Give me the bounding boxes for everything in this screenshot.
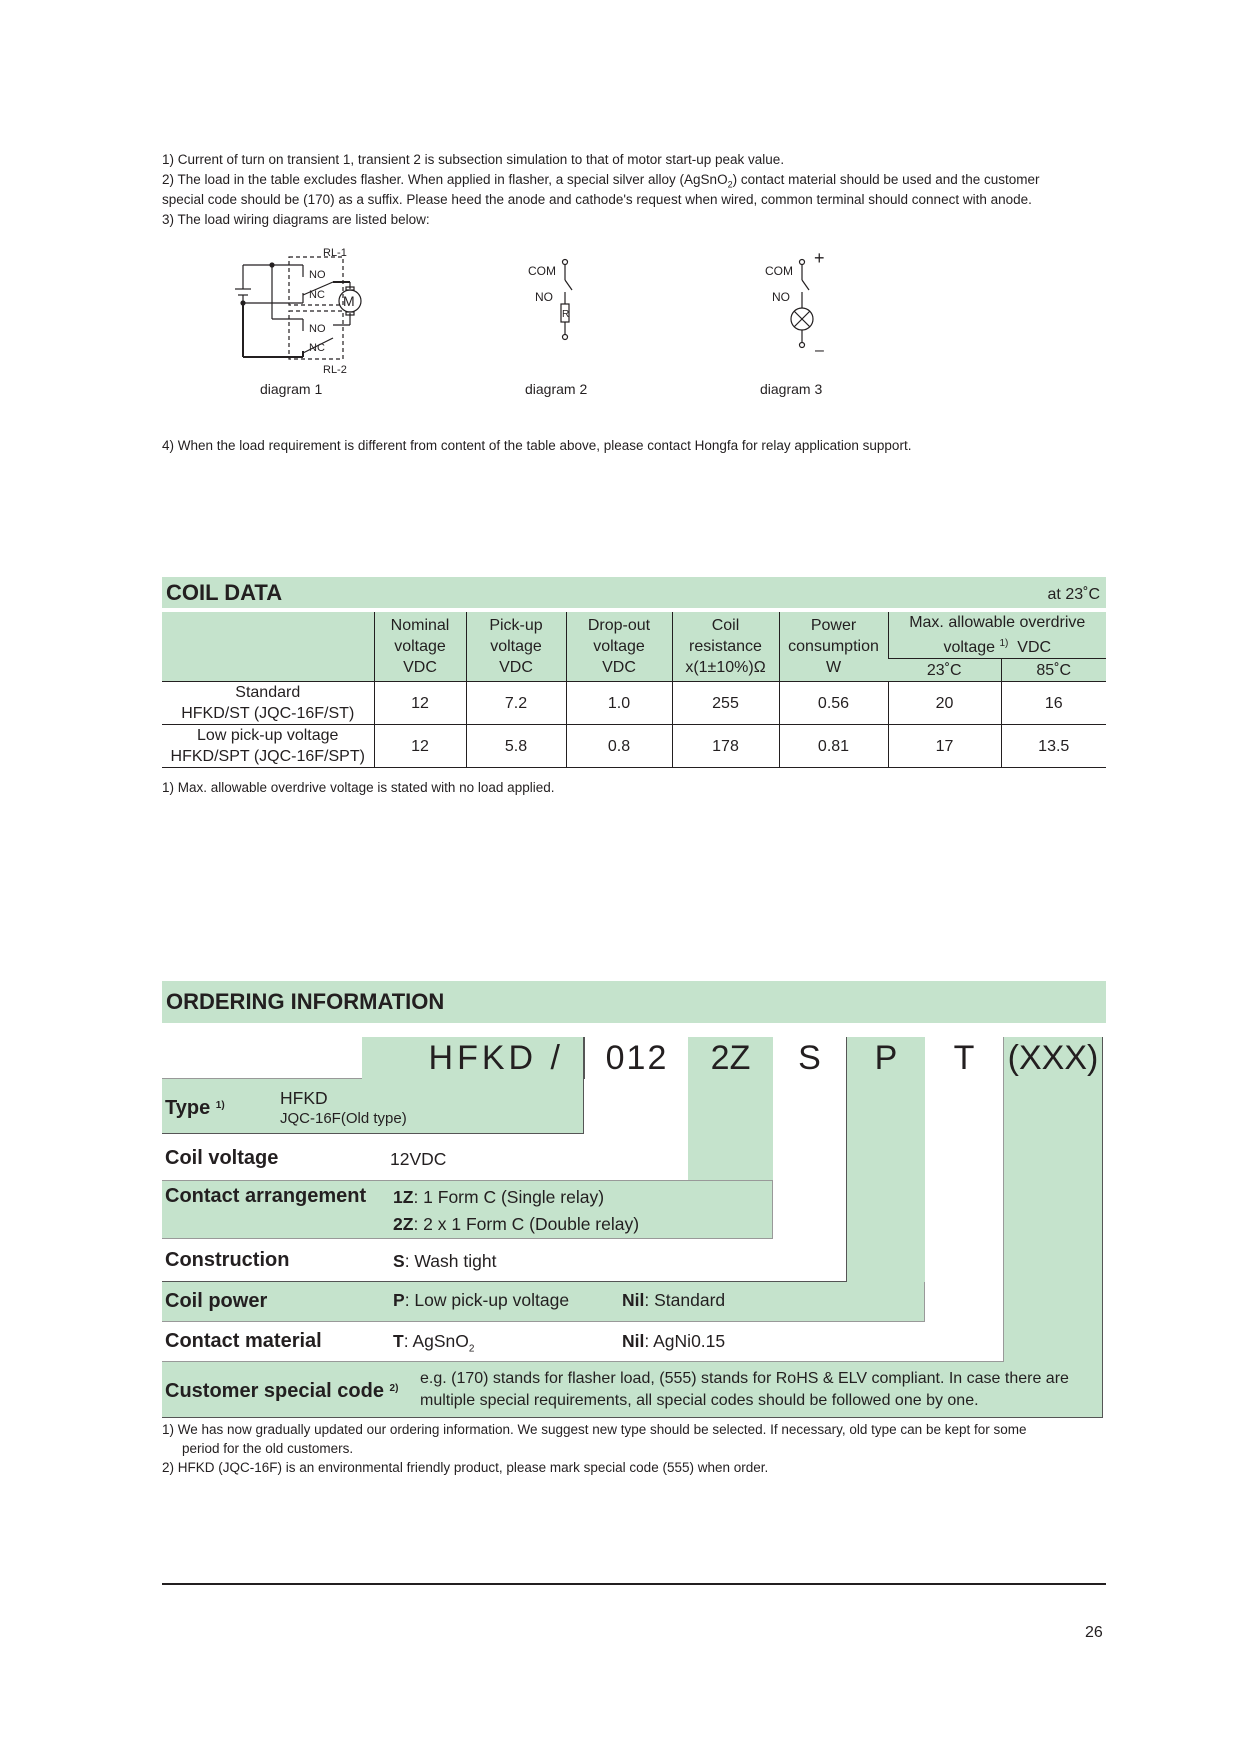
arrangement-option-1z: 1Z: 1 Form C (Single relay) (393, 1187, 605, 1207)
pickup-voltage-header: Pick-up voltage VDC (466, 612, 566, 682)
cell-dropout: 0.8 (566, 725, 672, 768)
code-arrangement: 2Z (710, 1039, 751, 1077)
contact-material-option-t: T: AgSnO$_2$ (393, 1331, 475, 1355)
type-value-2: JQC-16F(Old type) (280, 1110, 407, 1127)
special-code-desc-2: multiple special requirements, all special codes should be followed one by one. (420, 1392, 979, 1409)
code-series: HFKD / (428, 1039, 564, 1077)
code-voltage: 012 (605, 1039, 669, 1077)
rl1-label: RL-1 (323, 247, 347, 259)
code-construction: S (798, 1039, 821, 1077)
cell-dropout: 1.0 (566, 682, 672, 725)
code-special: (XXX) (1007, 1039, 1099, 1077)
d2-no-label: NO (535, 290, 553, 304)
row-label-header (162, 612, 374, 682)
ordering-footnote-1a: 1) We has now gradually updated our ordering information. We suggest new type should be selected. If necessary, old type can be kept for some (162, 1422, 1027, 1437)
cell-od23: 20 (888, 682, 1001, 725)
nominal-voltage-header: Nominal voltage VDC (374, 612, 466, 682)
ordering-footnote-1b: period for the old customers. (182, 1441, 354, 1456)
note-2a: 2) The load in the table excludes flasher. When applied in flasher, a special silver alloy (AgSnO (162, 172, 728, 187)
coil-power-option-nil: Nil: Standard (622, 1290, 726, 1310)
special-code-desc-1: e.g. (170) stands for flasher load, (555) stands for RoHS & ELV compliant. In case there are (420, 1370, 1069, 1387)
type-label: Type $^{1)}$ (165, 1097, 225, 1119)
overdrive-85c-header: 85˚C (1001, 659, 1106, 682)
note-2b: ) contact material should be used and the customer (732, 172, 1040, 187)
motor-reversing-circuit-icon (235, 245, 405, 375)
note-3: 3) The load wiring diagrams are listed below: (162, 212, 430, 227)
cell-nominal: 12 (374, 682, 466, 725)
d3-com-label: COM (765, 264, 793, 278)
cell-nominal: 12 (374, 725, 466, 768)
customer-special-code-label: Customer special code $^{2)}$ (165, 1380, 399, 1402)
diagram-2-caption: diagram 2 (525, 381, 588, 397)
row-name: Low pick-up voltage HFKD/SPT (JQC-16F/SPT) (162, 725, 374, 768)
rl2-no-label: NO (309, 323, 326, 335)
ordering-footnote-2: 2) HFKD (JQC-16F) is an environmental friendly product, please mark special code (555) when order. (162, 1460, 769, 1475)
contact-arrangement-label: Contact arrangement (165, 1185, 367, 1207)
type-value-1: HFKD (280, 1088, 328, 1108)
coil-power-option-p: P: Low pick-up voltage (393, 1290, 570, 1310)
page-number: 26 (1085, 1624, 1103, 1641)
diagram-3-caption: diagram 3 (760, 381, 823, 397)
table-row (162, 682, 1106, 725)
cell-resistance: 255 (672, 682, 779, 725)
cell-od85: 16 (1001, 682, 1106, 725)
code-material: T (953, 1039, 975, 1077)
motor-label: M (343, 293, 355, 309)
code-power: P (874, 1039, 898, 1077)
note-2-line-2: special code should be (170) as a suffix. Please heed the anode and cathode's request when wired, common terminal should connect with anode. (162, 192, 1032, 207)
dropout-voltage-header: Drop-out voltage VDC (566, 612, 672, 682)
coil-data-table (162, 612, 1106, 768)
overdrive-23c-header: 23˚C (888, 659, 1001, 682)
rl2-label: RL-2 (323, 364, 347, 375)
rl1-nc-label: NC (309, 289, 325, 301)
special-code-column (1003, 1037, 1103, 1362)
coil-power-label: Coil power (165, 1290, 268, 1312)
contact-material-label: Contact material (165, 1330, 322, 1352)
coil-data-title: COIL DATA (166, 580, 283, 605)
diagram-1-caption: diagram 1 (260, 381, 323, 397)
d3-plus-label: + (814, 248, 825, 268)
construction-option: S: Wash tight (393, 1251, 497, 1271)
coil-resistance-header: Coil resistance x(1±10%)Ω (672, 612, 779, 682)
note-2-subscript: 2 (727, 179, 733, 190)
d2-com-label: COM (528, 264, 556, 278)
table-row (162, 725, 1106, 768)
cell-pickup: 5.8 (466, 725, 566, 768)
cell-od23: 17 (888, 725, 1001, 768)
footer-rule (162, 1583, 1106, 1585)
coil-data-footnote: 1) Max. allowable overdrive voltage is stated with no load applied. (162, 780, 555, 795)
rl2-nc-label: NC (309, 342, 325, 354)
d3-minus-label: – (815, 342, 824, 359)
ordering-header: ORDERING INFORMATION (162, 981, 1106, 1023)
cell-power: 0.56 (779, 682, 888, 725)
coil-header-row (162, 612, 1106, 659)
cell-resistance: 178 (672, 725, 779, 768)
overdrive-header: Max. allowable overdrive voltage $^{1)}$ VDC (888, 612, 1106, 659)
coil-voltage-value: 12VDC (390, 1149, 447, 1169)
row-name: Standard HFKD/ST (JQC-16F/ST) (162, 682, 374, 725)
coil-data-header (162, 577, 1106, 608)
note-4: 4) When the load requirement is different from content of the table above, please contact Hongfa for relay application support. (162, 438, 912, 453)
power-consumption-header: Power consumption W (779, 612, 888, 682)
contact-material-option-nil: Nil: AgNi0.15 (622, 1331, 726, 1351)
construction-label: Construction (165, 1249, 290, 1271)
cell-power: 0.81 (779, 725, 888, 768)
d3-no-label: NO (772, 290, 790, 304)
cell-pickup: 7.2 (466, 682, 566, 725)
rl1-no-label: NO (309, 269, 326, 281)
note-1: 1) Current of turn on transient 1, transient 2 is subsection simulation to that of motor start-up peak value. (162, 152, 785, 167)
coil-data-condition: at 23˚C (1047, 586, 1100, 603)
coil-voltage-label: Coil voltage (165, 1147, 279, 1169)
resistor-label: R (562, 309, 570, 320)
wiring-diagram-1 (235, 245, 405, 375)
arrangement-option-2z: 2Z: 2 x 1 Form C (Double relay) (393, 1214, 640, 1234)
cell-od85: 13.5 (1001, 725, 1106, 768)
